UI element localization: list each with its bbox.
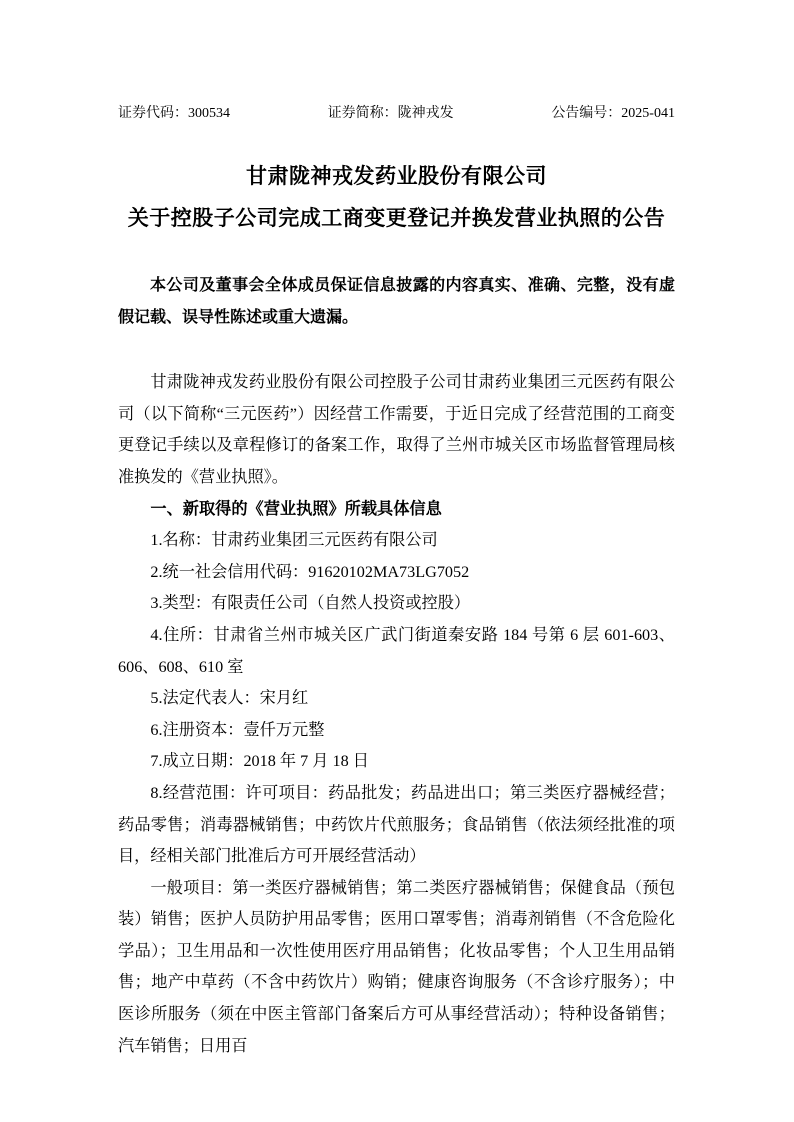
pledge-paragraph: 本公司及董事会全体成员保证信息披露的内容真实、准确、完整，没有虚假记载、误导性陈述或重大遗漏。: [118, 277, 675, 326]
license-item-business-scope: 8.经营范围：许可项目：药品批发；药品进出口；第三类医疗器械经营；药品零售；消毒器械销售；中药饮片代煎服务；食品销售（依法须经批准的项目，经相关部门批准后方可开展经营活动）: [118, 783, 675, 866]
stock-code: 证券代码：300534: [118, 106, 230, 121]
license-item-type: 3.类型：有限责任公司（自然人投资或控股）: [150, 594, 471, 613]
company-title: 甘肃陇神戎发药业股份有限公司: [246, 165, 547, 188]
license-item-credit-code: 2.统一社会信用代码：91620102MA73LG7052: [150, 562, 470, 581]
license-item-registered-capital: 6.注册资本：壹仟万元整: [150, 720, 325, 739]
announcement-title: 关于控股子公司完成工商变更登记并换发营业执照的公告: [127, 207, 666, 230]
license-item-legal-representative: 5.法定代表人：宋月红: [150, 689, 309, 708]
license-item-establishment-date: 7.成立日期：2018 年 7 月 18 日: [150, 752, 369, 771]
title-block: [118, 156, 675, 240]
document-content: [118, 0, 675, 1062]
general-items-paragraph: 一般项目：第一类医疗器械销售；第二类医疗器械销售；保健食品（预包装）销售；医护人员防护用品零售；医用口罩零售；消毒剂销售（不含危险化学品）；卫生用品和一次性使用医疗用品销售；化妆品零售；个人卫生用品销售；地产中草药（不含中药饮片）购销；健康咨询服务（不含诊疗服务）；中医诊所服务（须在中医主管部门备案后方可从事经营活动）；特种设备销售；汽车销售；日用百: [118, 878, 675, 1055]
section-1-heading: 一、新取得的《营业执照》所载具体信息: [150, 499, 442, 518]
announcement-number: 公告编号：2025-041: [551, 106, 675, 121]
intro-paragraph: 甘肃陇神戎发药业股份有限公司控股子公司甘肃药业集团三元医药有限公司（以下简称“三元医药”）因经营工作需要，于近日完成了经营范围的工商变更登记手续以及章程修订的备案工作，取得了兰州市城关区市场监督管理局核准换发的《营业执照》。: [118, 373, 675, 486]
stock-abbreviation: 证券简称：陇神戎发: [327, 106, 454, 121]
license-item-name: 1.名称：甘肃药业集团三元医药有限公司: [150, 531, 438, 550]
securities-header-row: [118, 104, 675, 124]
license-item-address: 4.住所：甘肃省兰州市城关区广武门街道秦安路 184 号第 6 层 601-603、606、608、610 室: [118, 625, 675, 676]
